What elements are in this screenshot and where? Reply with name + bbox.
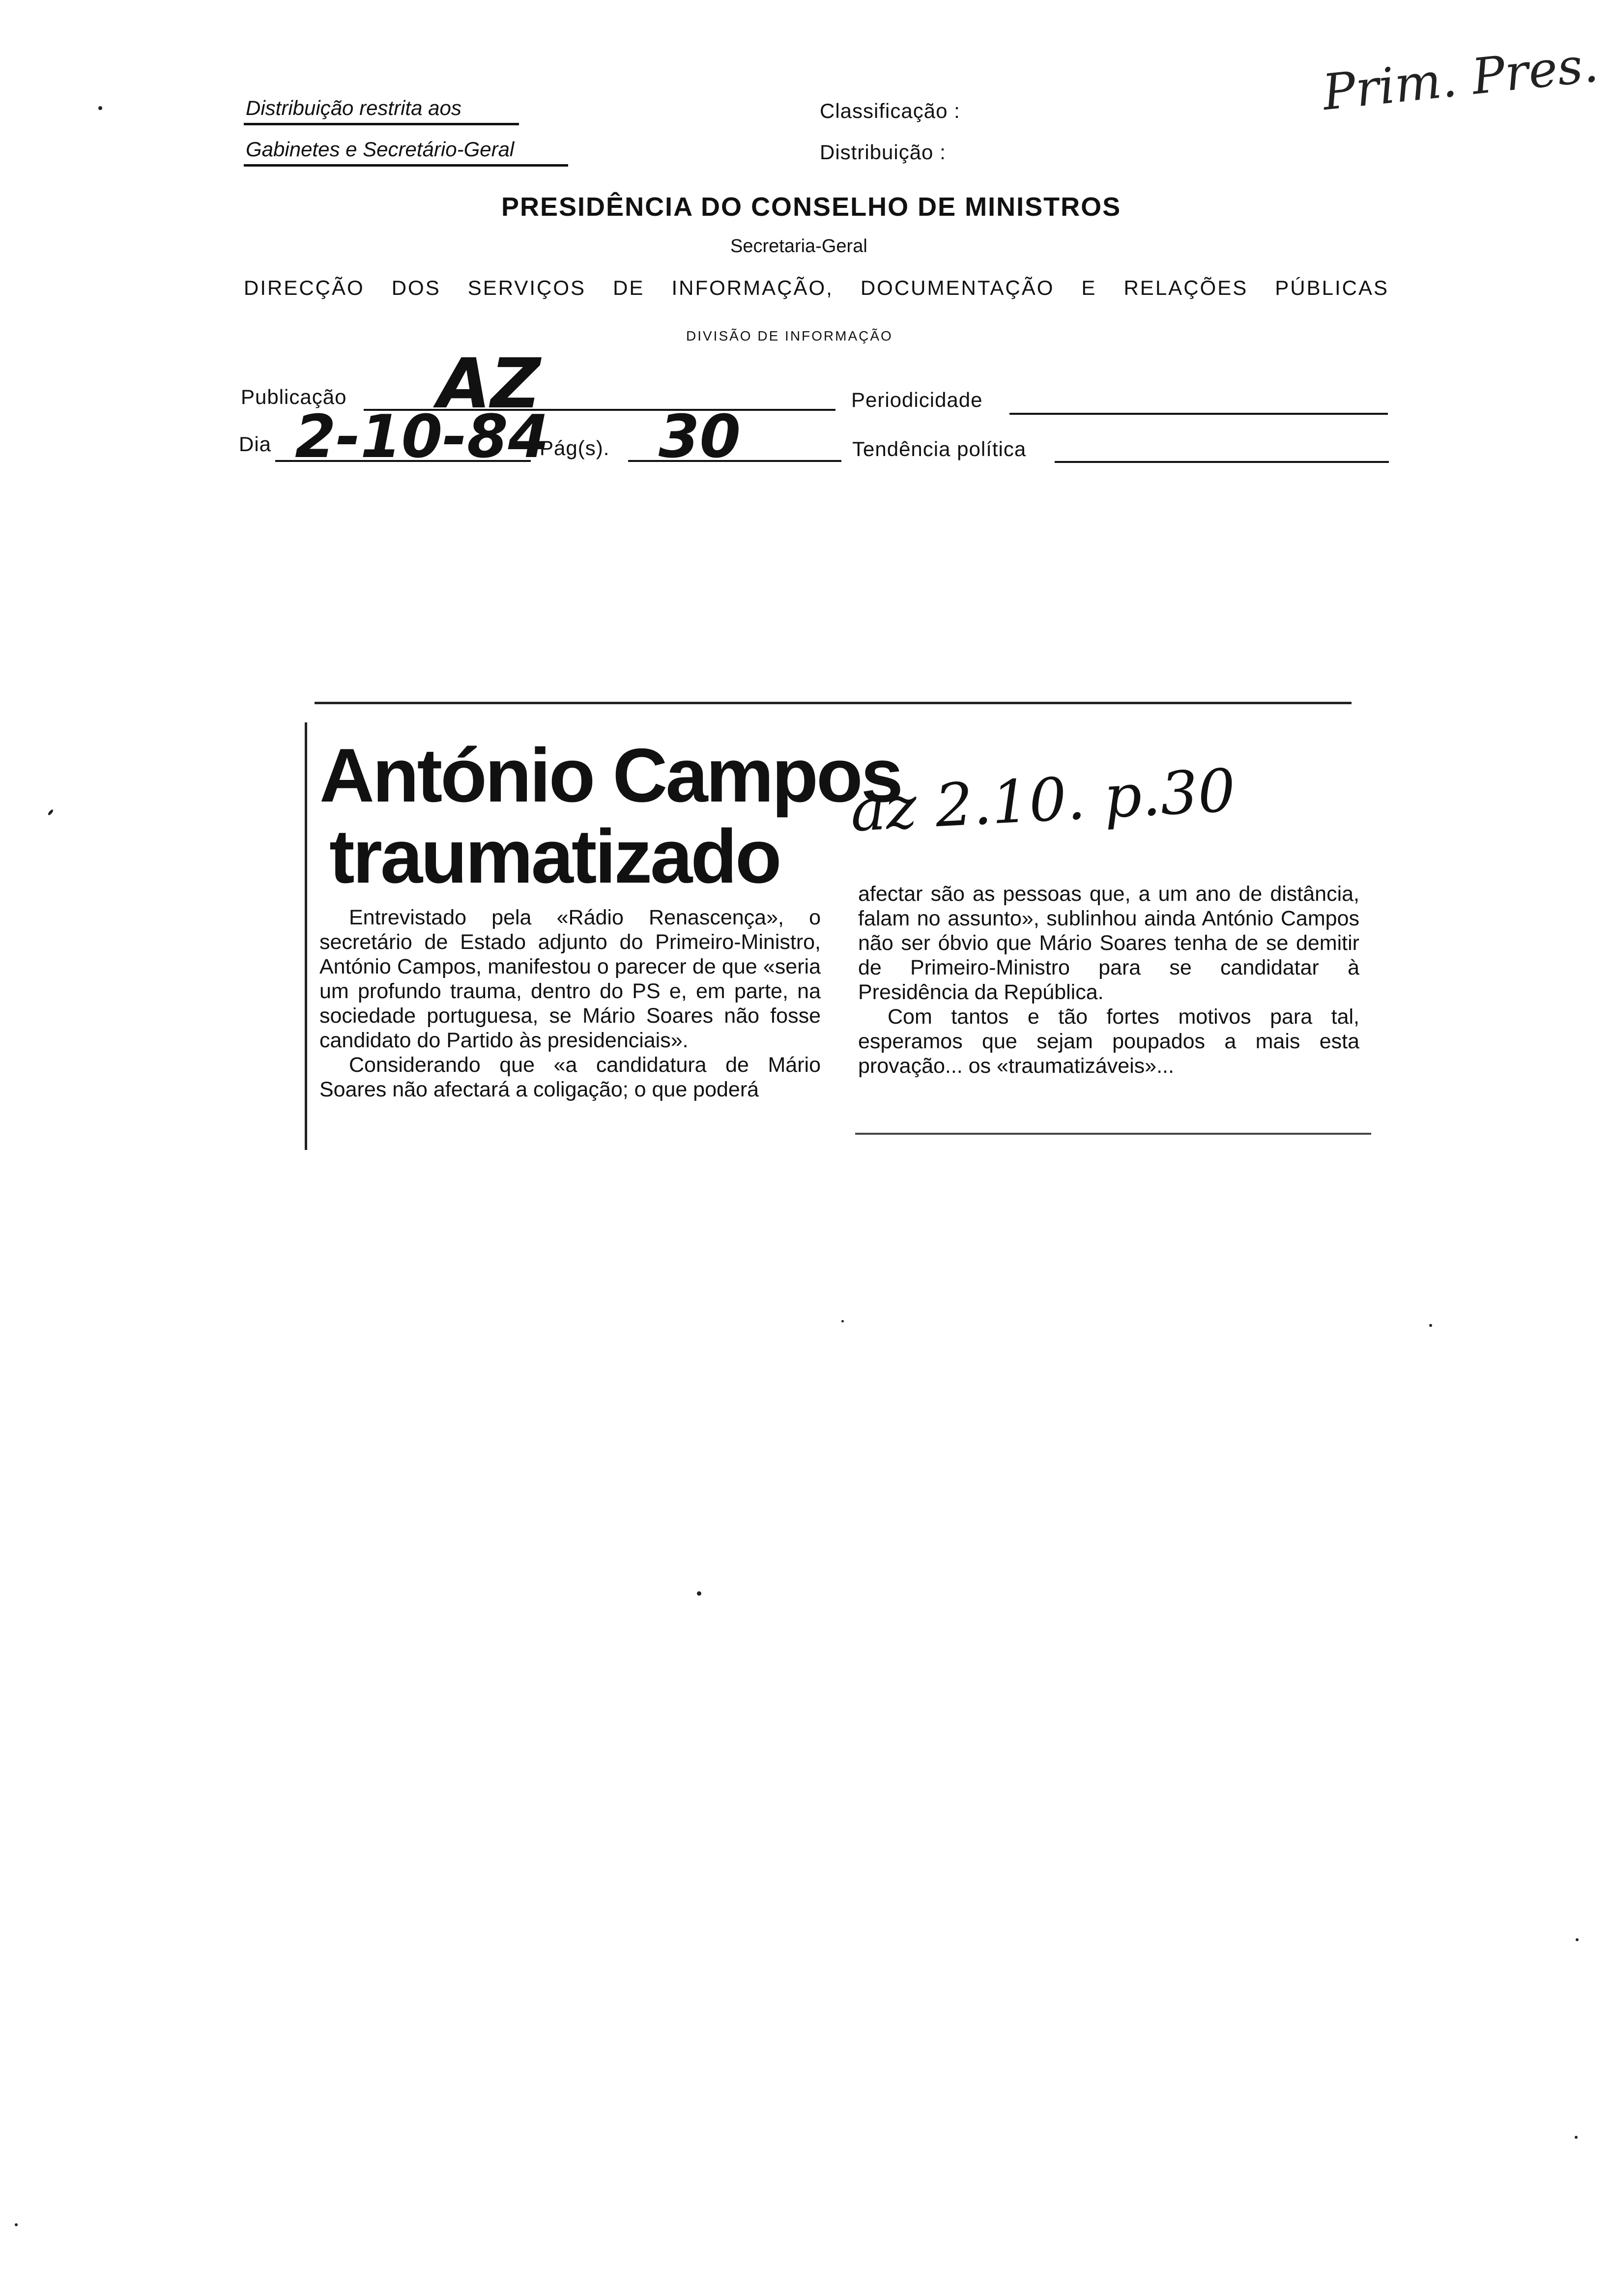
corner-handwritten-note: Prim. Pres. (1320, 35, 1601, 122)
scan-speck (1429, 1324, 1432, 1327)
restricted-underline-1 (244, 123, 519, 125)
publicacao-value: AZ (437, 344, 541, 424)
restricted-distribution-line1: Distribuição restrita aos (246, 96, 461, 119)
article-column-2 (858, 882, 1359, 1078)
classificacao-label: Classificação : (820, 99, 960, 122)
tendencia-line (1055, 461, 1389, 463)
scan-speck (697, 1591, 701, 1596)
divisao-informacao: DIVISÃO DE INFORMAÇÃO (686, 328, 893, 344)
scan-speck (98, 106, 102, 110)
headline-line2: traumatizado (329, 814, 780, 899)
headline-line1: António Campos (319, 733, 901, 818)
column2-paragraph2: Com tantos e tão fortes motivos para tal, esperamos que sejam poupados a mais esta provação... os «traumatizáveis»... (858, 1005, 1359, 1078)
article-column-1 (319, 905, 821, 1102)
tendencia-label: Tendência política (852, 437, 1027, 460)
periodicidade-line (1009, 413, 1388, 415)
clipping-left-border (305, 722, 307, 1150)
column1-paragraph2: Considerando que «a candidatura de Mário Soares não afectará a coligação; o que poderá (319, 1053, 821, 1101)
restricted-underline-2 (244, 164, 568, 167)
clipping-bottom-border (855, 1133, 1371, 1135)
handwritten-reference: az 2.10. p.30 (848, 756, 1238, 845)
restricted-distribution-line2: Gabinetes e Secretário-Geral (246, 138, 515, 161)
scan-speck (841, 1320, 844, 1322)
page-title: PRESIDÊNCIA DO CONSELHO DE MINISTROS (501, 192, 1122, 222)
scan-speck (1576, 1938, 1579, 1941)
scan-speck (47, 809, 54, 816)
publicacao-label: Publicação (241, 385, 347, 408)
pags-label: Pág(s). (540, 436, 610, 459)
periodicidade-label: Periodicidade (851, 388, 983, 411)
column2-paragraph1: afectar são as pessoas que, a um ano de distância, falam no assunto», sublinhou ainda António Campos não ser óbvio que Mário Soares tenha de se demitir de Primeiro-Ministro para se candidatar à Presidência da República. (858, 882, 1359, 1004)
distribuicao-label: Distribuição : (820, 141, 946, 164)
clipping-top-border (315, 702, 1352, 704)
dia-label: Dia (239, 432, 272, 456)
pags-value: 30 (659, 403, 741, 471)
direccao-servicos: DIRECÇÃO DOS SERVIÇOS DE INFORMAÇÃO, DOCUMENTAÇÃO E RELAÇÕES PÚBLICAS (244, 276, 1389, 299)
secretaria-geral: Secretaria-Geral (730, 236, 867, 257)
scan-speck (15, 2223, 18, 2226)
column1-paragraph1: Entrevistado pela «Rádio Renascença», o secretário de Estado adjunto do Primeiro-Ministro, António Campos, manifestou o parecer de que «seria um profundo trauma, dentro do PS e, em parte, na sociedade portuguesa, se Mário Soares não fosse candidato do Partido às presidenciais». (319, 906, 821, 1052)
dia-value: 2-10-84 (295, 403, 549, 471)
scan-speck (1575, 2136, 1578, 2139)
